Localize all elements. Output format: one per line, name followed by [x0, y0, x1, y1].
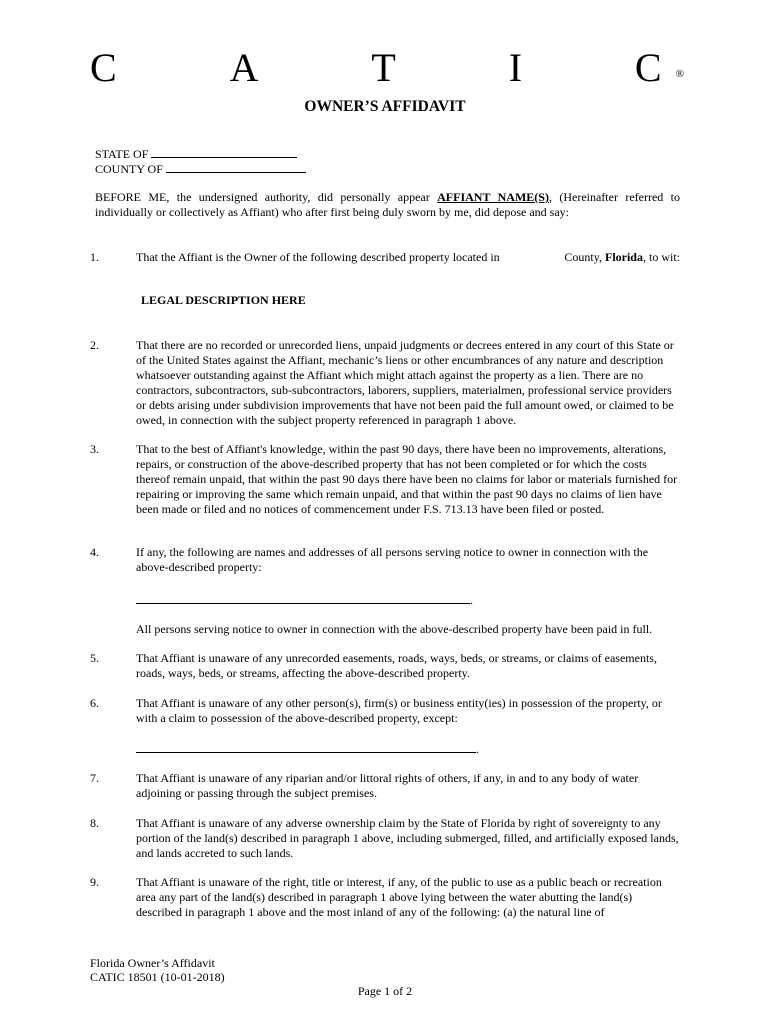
registered-mark: ®	[675, 68, 684, 80]
item-2	[90, 338, 680, 428]
intro-before: BEFORE ME, the undersigned authority, did personally appear	[95, 190, 438, 204]
item-5	[90, 651, 680, 681]
county-label: COUNTY OF	[95, 162, 163, 176]
item-text: That Affiant is unaware of the right, title or interest, if any, of the public to use as a public beach or recreation area any part of the land(s) described in paragraph 1 above lying between the water abutting the land(s) described in paragraph 1 above and the most inland of any of the following: (a) the natural line of	[136, 875, 662, 919]
logo-letter: I	[508, 45, 523, 90]
to-wit: , to wit:	[642, 250, 680, 264]
item-3	[90, 442, 680, 532]
item-6	[90, 696, 680, 726]
affiant-name: AFFIANT NAME(S)	[437, 190, 549, 204]
page-number: Page 1 of 2	[357, 984, 413, 998]
item-text: That Affiant is unaware of any adverse ownership claim by the State of Florida by right of sovereignty to any portion of the land(s) described in paragraph 1 above, including submerged, filled, and artificially exposed lands, and lands accreted to such lands.	[136, 816, 679, 860]
item-1	[90, 250, 680, 265]
item-8	[90, 816, 680, 861]
item-text: That there are no recorded or unrecorded liens, unpaid judgments or decrees entered in any court of this State or of the United States against the Affiant, mechanic’s liens or other encumbrances of any nature and description whatsoever outstanding against the Affiant which might attach against the property as a lien. There are no contractors, subcontractors, sub-subcontractors, laborers, suppliers, materialmen, professional service providers or debts arising under subdivision improvements that have not been paid the full amount owed, or claimed to be owed, in connection with the subject property referenced in paragraph 1 above.	[136, 338, 674, 427]
blank-line[interactable]	[136, 741, 476, 753]
item-text: That Affiant is unaware of any other person(s), firm(s) or business entity(ies) in possession of the property, or with a claim to possession of the above-described property, except:	[136, 696, 662, 725]
item-number: 4.	[90, 545, 99, 559]
item-number: 3.	[90, 442, 99, 456]
notice-persons-blank[interactable]	[136, 592, 473, 607]
item-number: 9.	[90, 875, 99, 889]
county-word: County,	[564, 250, 605, 264]
item-number: 7.	[90, 771, 99, 785]
item-text: That the Affiant is the Owner of the following described property located in	[136, 250, 500, 264]
item-text: That Affiant is unaware of any riparian and/or littoral rights of others, if any, in and to any body of water adjoining or passing through the subject premises.	[136, 771, 639, 800]
catic-logo	[90, 45, 684, 90]
blank-line[interactable]	[136, 592, 470, 604]
item-9	[90, 875, 680, 920]
intro-after: , (Hereinafter referred to individually or collectively as Affiant) who after first being duly sworn by me, did depose and say:	[95, 190, 681, 219]
footer-form-number: CATIC 18501 (10-01-2018)	[90, 970, 225, 984]
item-number: 5.	[90, 651, 99, 665]
item-text: That to the best of Affiant's knowledge, within the past 90 days, there have been no improvements, alterations, repairs, or construction of the above-described property that has not been completed or for which the costs thereof remain unpaid, that within the past 90 days there have been no claims for labor or materials furnished for repairing or improving the same which remain unpaid, and that within the past 90 days no claims of lien have been made or filed and no notices of commencement under F.S. 713.13 have been filed or posted.	[136, 442, 678, 516]
florida-word: Florida	[604, 250, 643, 264]
logo-letter: A	[229, 45, 259, 90]
legal-description: LEGAL DESCRIPTION HERE	[141, 293, 306, 307]
logo-letter: T	[371, 45, 396, 90]
county-line	[95, 161, 306, 177]
item-text: If any, the following are names and addresses of all persons serving notice to owner in connection with the above-described property:	[136, 545, 649, 574]
logo-letter: C	[90, 45, 117, 90]
intro-paragraph	[95, 190, 680, 220]
county-florida	[564, 250, 680, 265]
item-number: 6.	[90, 696, 99, 710]
possession-exception-blank[interactable]	[136, 741, 479, 756]
item-4	[90, 545, 680, 575]
state-line	[95, 146, 297, 162]
item-text: That Affiant is unaware of any unrecorded easements, roads, ways, beds, or streams, or claims of easements, roads, ways, beds, or streams, affecting the above-described property.	[136, 651, 657, 680]
paid-in-full-statement: All persons serving notice to owner in connection with the above-described property have been paid in full.	[136, 622, 653, 636]
document-title: OWNER’S AFFIDAVIT	[304, 98, 466, 115]
footer-form-name: Florida Owner’s Affidavit	[90, 956, 215, 970]
logo-letter: C	[634, 45, 662, 90]
item-number: 1.	[90, 250, 99, 264]
state-label: STATE OF	[95, 147, 149, 161]
county-blank[interactable]	[166, 161, 306, 173]
item-number: 8.	[90, 816, 99, 830]
state-blank[interactable]	[151, 146, 297, 158]
blank-period: .	[470, 593, 473, 607]
item-7	[90, 771, 680, 801]
logo-letter-last	[634, 45, 684, 90]
item-number: 2.	[90, 338, 99, 352]
blank-period: .	[476, 742, 479, 756]
